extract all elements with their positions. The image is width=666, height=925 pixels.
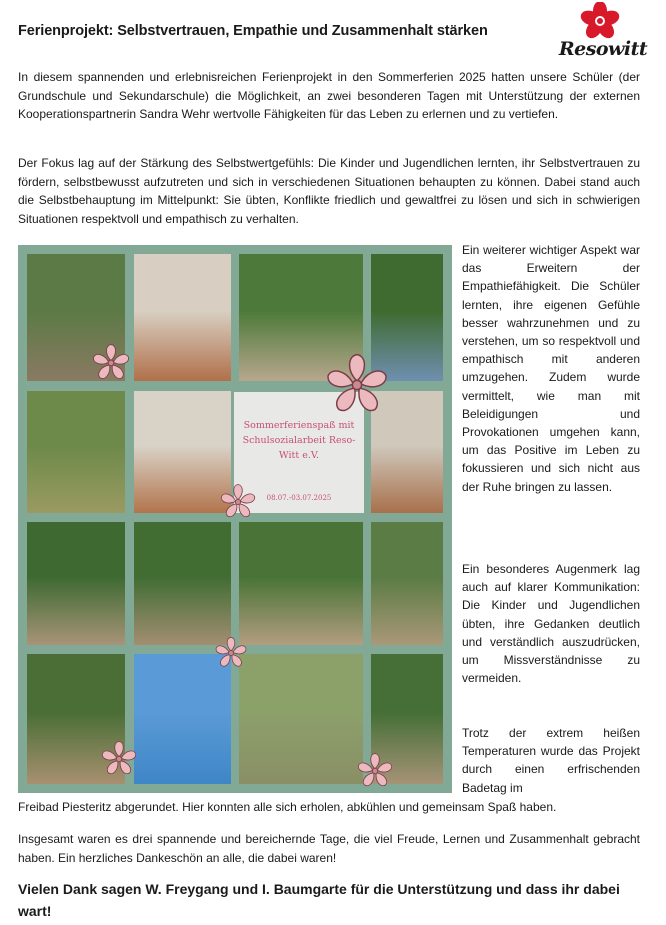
photo-group-park-3 [239, 522, 363, 645]
photo-group-park-1 [27, 522, 125, 645]
summary-paragraph: Insgesamt waren es drei spannende und bereichernde Tage, die viel Freude, Lernen und Zusammenhalt gebracht haben. Ein herzliches Dankeschön an alle, die dabei waren! [18, 832, 640, 865]
collage-card-dates: 08.07.-03.07.2025 [266, 494, 332, 502]
collage-card-title: Sommerferienspaß mit Schulsozialarbeit Reso-Witt e.V. [242, 420, 356, 461]
flower-decoration-icon [356, 752, 394, 790]
bathing-paragraph-end: Freibad Piesteritz abgerundet. Hier konnten alle sich erholen, abkühlen und gemeinsam Spaß haben. [18, 800, 557, 814]
flower-decoration-icon [100, 740, 138, 778]
closing-thanks: Vielen Dank sagen W. Freygang und I. Baumgarte für die Unterstützung und dass ihr dabei wart! [18, 881, 620, 919]
focus-paragraph: Der Fokus lag auf der Stärkung des Selbstwertgefühls: Die Kinder und Jugendlichen lernten, ihr Selbstvertrauen zu fördern, selbstbewusst aufzutreten und sich in verschiedenen Situationen behaupten zu können. Dabei stand auch die Selbstbehauptung im Mittelpunkt: Sie übten, Konflikte friedlich und gewaltfrei zu lösen und sich in schwierigen Situationen respektvoll und empathisch zu verhalten. [18, 156, 640, 226]
photo-group-park-2 [134, 522, 231, 645]
photo-swimming-pool [134, 654, 231, 784]
logo-text: Resowitt [558, 38, 648, 60]
photo-gym-play [134, 391, 231, 513]
photo-gym-group [134, 254, 231, 381]
flower-decoration-icon [214, 636, 248, 670]
flower-logo-icon [576, 2, 624, 40]
bathing-paragraph: Trotz der extrem heißen Temperaturen wurde das Projekt durch einen erfrischenden Badetag im [462, 726, 640, 795]
photo-group-outdoor [239, 654, 363, 784]
page-title: Ferienprojekt: Selbstvertrauen, Empathie und Zusammenhalt stärken [18, 23, 488, 39]
empathy-paragraph: Ein weiterer wichtiger Aspekt war das Erweitern der Empathiefähigkeit. Die Schüler lernten, ihre eigenen Gefühle besser wahrzunehmen und zu verstehen, um so respektvoll und empathisch mit anderen umzugehen. Zudem wurde vermittelt, wie man mit Beleidigungen und Provokationen umgehen kann, um das Positive im Leben zu fokussieren und sich nicht aus der Ruhe bringen zu lassen. [462, 243, 640, 494]
photo-group-park-4 [371, 522, 443, 645]
logo [558, 2, 648, 66]
intro-paragraph: In diesem spannenden und erlebnisreichen Ferienprojekt in den Sommerferien 2025 hatten unsere Schüler (der Grundschule und Sekundarschule) die Möglichkeit, an zwei besonderen Tagen mit Unterstützung der externen Kooperationspartnerin Sandra Wehr wertvolle Fähigkeiten für das Leben zu erlernen und zu vertiefen. [18, 70, 640, 121]
flower-decoration-icon [91, 343, 131, 383]
photo-meadow-game [27, 391, 125, 513]
communication-paragraph: Ein besonderes Augenmerk lag auch auf klarer Kommunikation: Die Kinder und Jugendlichen übten, ihre Gedanken deutlich und verständlich auszudrücken, um Missverständnisse zu vermeiden. [462, 562, 640, 686]
flower-decoration-icon [324, 352, 390, 418]
flower-decoration-icon [219, 483, 257, 521]
